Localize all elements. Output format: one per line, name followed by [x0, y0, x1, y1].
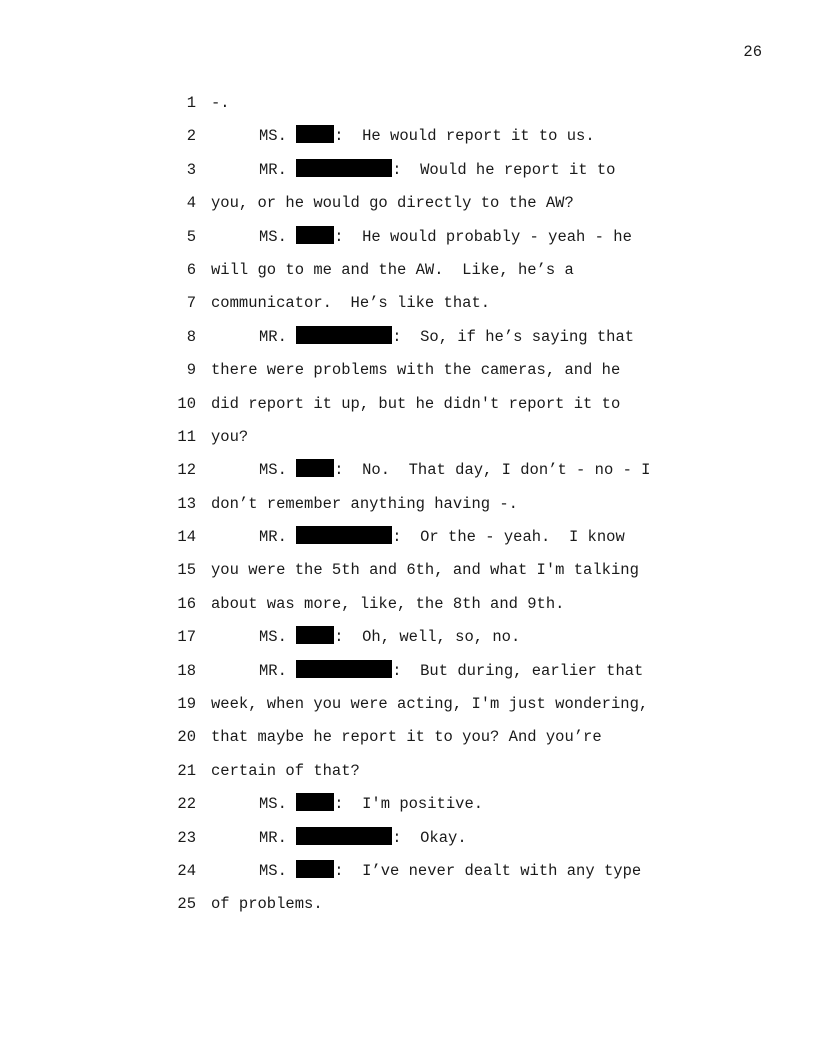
speaker-title: MS.: [259, 628, 287, 647]
line-text: about was more, like, the 8th and 9th.: [211, 594, 565, 613]
speaker-title: MS.: [259, 227, 287, 246]
speech-text: : Or the - yeah. I know: [392, 528, 625, 547]
line-text: -.: [211, 94, 230, 112]
speaker-title: MS.: [259, 461, 287, 480]
transcript-line: [0, 793, 816, 826]
line-number: 16: [177, 594, 196, 613]
line-text: don’t remember anything having -.: [211, 494, 518, 513]
transcript-line: [0, 259, 816, 292]
transcript-line: [0, 760, 816, 793]
line-text: did report it up, but he didn't report it to: [211, 394, 621, 413]
line-number: 25: [177, 895, 196, 914]
transcript-line: [0, 459, 816, 492]
line-number: 17: [177, 628, 196, 647]
speech-text: : Oh, well, so, no.: [334, 628, 521, 647]
line-number: 4: [186, 194, 196, 213]
speaker-line-text: [259, 660, 643, 682]
speaker-line-text: [259, 159, 615, 181]
redaction-block: [296, 793, 334, 811]
line-number: 13: [177, 494, 196, 513]
redaction-block: [296, 459, 334, 477]
speaker-title: MR.: [259, 661, 287, 680]
transcript-line: [0, 559, 816, 592]
speaker-line-text: [259, 793, 483, 815]
line-text: communicator. He’s like that.: [211, 294, 491, 313]
speaker-title: MS.: [259, 795, 287, 814]
line-number: 24: [177, 861, 196, 880]
redaction-block: [296, 159, 392, 177]
transcript-line: [0, 192, 816, 225]
speech-text: : But during, earlier that: [392, 661, 644, 680]
line-text: you were the 5th and 6th, and what I'm talking: [211, 561, 639, 580]
transcript-line: [0, 626, 816, 659]
line-number: 10: [177, 394, 196, 413]
speaker-line-text: [259, 226, 632, 248]
redaction-block: [296, 660, 392, 678]
transcript-line: [0, 226, 816, 259]
transcript-line: [0, 593, 816, 626]
line-number: 18: [177, 661, 196, 680]
speaker-title: MS.: [259, 861, 287, 880]
line-number: 5: [186, 227, 196, 246]
redaction-block: [296, 626, 334, 644]
line-number: 12: [177, 461, 196, 480]
transcript-line: [0, 526, 816, 559]
line-text: of problems.: [211, 895, 323, 914]
speech-text: : He would probably - yeah - he: [334, 227, 632, 246]
transcript-line: [0, 426, 816, 459]
line-number: 23: [177, 828, 196, 847]
transcript-line: [0, 860, 816, 893]
speaker-line-text: [259, 526, 625, 548]
speech-text: : Okay.: [392, 828, 467, 847]
line-number: 1: [186, 94, 196, 112]
line-number: 21: [177, 761, 196, 780]
transcript-line: [0, 693, 816, 726]
line-number: 2: [186, 127, 196, 146]
transcript-line: [0, 92, 816, 125]
line-number: 3: [186, 160, 196, 179]
speech-text: : I’ve never dealt with any type: [334, 861, 642, 880]
speaker-title: MR.: [259, 528, 287, 547]
line-number: 6: [186, 260, 196, 279]
transcript-line: [0, 893, 816, 926]
speaker-line-text: [259, 125, 595, 147]
redaction-block: [296, 226, 334, 244]
line-text: there were problems with the cameras, and he: [211, 361, 621, 380]
page-number: 26: [743, 43, 762, 61]
line-number: 14: [177, 528, 196, 547]
speech-text: : I'm positive.: [334, 795, 484, 814]
redaction-block: [296, 526, 392, 544]
speaker-title: MR.: [259, 160, 287, 179]
speaker-line-text: [259, 860, 641, 882]
transcript-line: [0, 359, 816, 392]
line-text: that maybe he report it to you? And you’re: [211, 728, 602, 747]
speech-text: : He would report it to us.: [334, 127, 595, 146]
speaker-line-text: [259, 827, 467, 849]
speaker-line-text: [259, 326, 634, 348]
line-number: 20: [177, 728, 196, 747]
line-text: will go to me and the AW. Like, he’s a: [211, 260, 574, 279]
transcript-line: [0, 493, 816, 526]
speaker-line-text: [259, 626, 520, 648]
line-number: 15: [177, 561, 196, 580]
transcript-body: [0, 92, 816, 927]
line-text: certain of that?: [211, 761, 360, 780]
transcript-line: [0, 125, 816, 158]
transcript-line: [0, 660, 816, 693]
speaker-title: MR.: [259, 828, 287, 847]
line-number: 7: [186, 294, 196, 313]
speech-text: : So, if he’s saying that: [392, 327, 635, 346]
transcript-line: [0, 827, 816, 860]
transcript-line: [0, 393, 816, 426]
speaker-line-text: [259, 459, 650, 481]
line-number: 9: [186, 361, 196, 380]
transcript-line: [0, 326, 816, 359]
transcript-line: [0, 159, 816, 192]
speech-text: : No. That day, I don’t - no - I: [334, 461, 651, 480]
redaction-block: [296, 860, 334, 878]
speaker-title: MR.: [259, 327, 287, 346]
line-number: 11: [177, 427, 196, 446]
line-number: 22: [177, 795, 196, 814]
line-number: 19: [177, 695, 196, 714]
line-text: you, or he would go directly to the AW?: [211, 194, 574, 213]
line-text: you?: [211, 427, 249, 446]
transcript-line: [0, 292, 816, 325]
line-number: 8: [186, 327, 196, 346]
redaction-block: [296, 326, 392, 344]
transcript-line: [0, 726, 816, 759]
line-text: week, when you were acting, I'm just wondering,: [211, 695, 649, 714]
redaction-block: [296, 125, 334, 143]
speaker-title: MS.: [259, 127, 287, 146]
redaction-block: [296, 827, 392, 845]
speech-text: : Would he report it to: [392, 160, 616, 179]
